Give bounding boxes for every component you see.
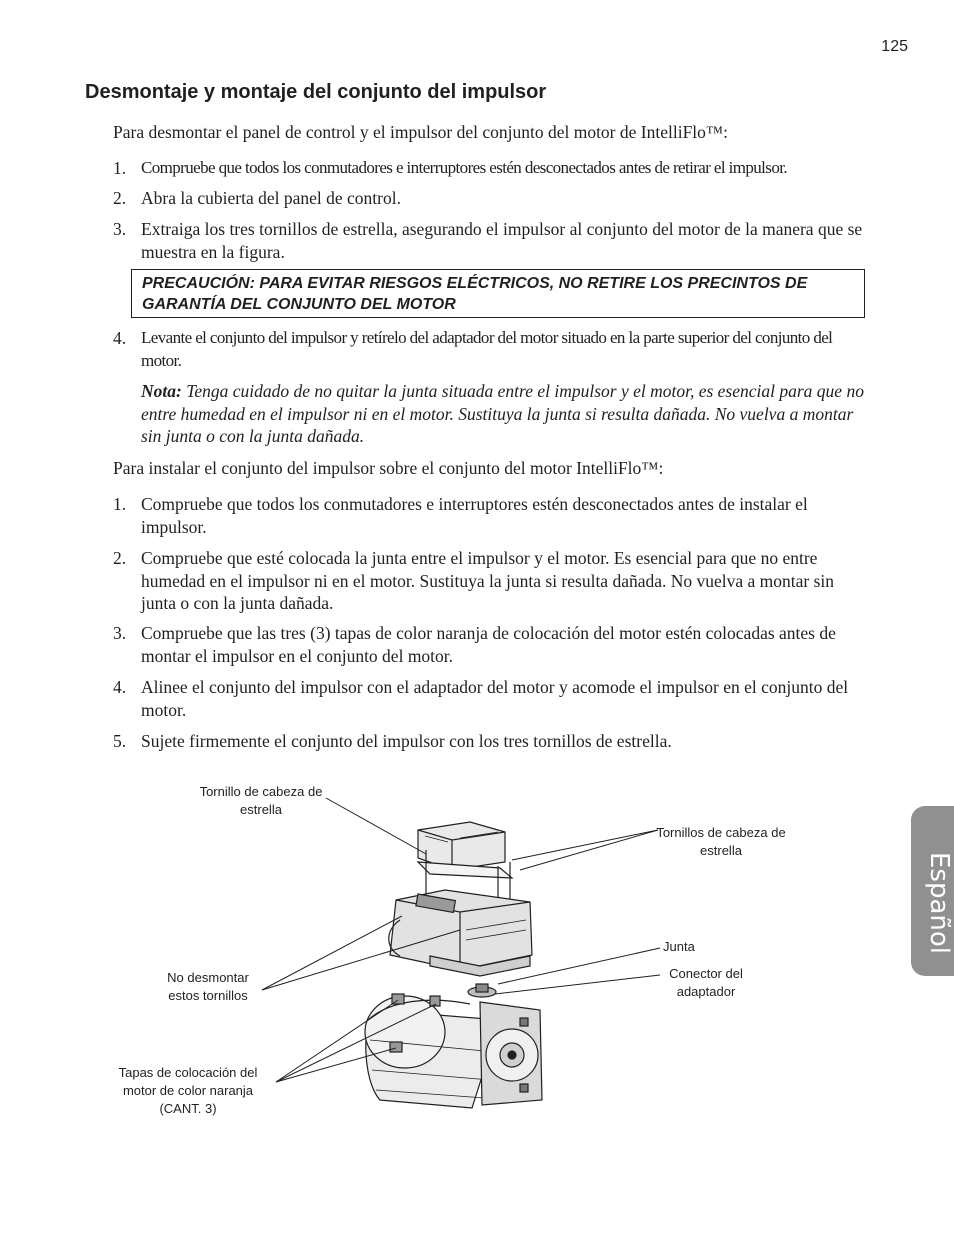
remove-step-1 <box>113 157 873 180</box>
install-step-5 <box>113 730 873 753</box>
step-number: 4. <box>113 677 127 697</box>
remove-step-2 <box>113 187 873 210</box>
step-number: 4. <box>113 328 127 348</box>
label-adapter: Conector del adaptador <box>669 966 743 999</box>
step-text: Abra la cubierta del panel de control. <box>141 188 401 208</box>
step-text: Compruebe que esté colocada la junta entre el impulsor y el motor. Es esencial para que no entre humedad en el impulsor ni en el motor. Sustituya la junta si resulta dañada. No vuelva a montar sin junta o con la junta dañada. <box>141 548 835 613</box>
label-motor-caps: Tapas de colocación del motor de color naranja (CANT. 3) <box>118 1065 258 1116</box>
label-screws-plural: Tornillos de cabeza de estrella <box>656 825 786 858</box>
step-text: Compruebe que todos los conmutadores e interruptores estén desconectados antes de retirar el impulsor. <box>141 158 787 177</box>
label-gasket: Junta <box>663 939 695 954</box>
note-label: Nota: <box>141 381 182 401</box>
motor-assembly-figure <box>100 770 800 1140</box>
step-number: 1. <box>113 158 127 178</box>
label-do-not-remove: No desmontar estos tornillos <box>167 970 249 1003</box>
section-title: Desmontaje y montaje del conjunto del impulsor <box>85 81 547 103</box>
step-text: Sujete firmemente el conjunto del impulsor con los tres tornillos de estrella. <box>141 731 672 751</box>
step-number: 3. <box>113 219 127 239</box>
step-text: Levante el conjunto del impulsor y retírelo del adaptador del motor situado en la parte superior del conjunto del motor. <box>141 328 833 370</box>
step-text: Compruebe que todos los conmutadores e interruptores estén desconectados antes de instalar el impulsor. <box>141 494 808 537</box>
install-step-1 <box>113 493 873 538</box>
intro-remove: Para desmontar el panel de control y el impulsor del conjunto del motor de IntelliFlo™: <box>113 122 728 142</box>
step-text: Compruebe que las tres (3) tapas de color naranja de colocación del motor estén colocadas antes de montar el impulsor en el conjunto del motor. <box>141 623 836 666</box>
step-number: 1. <box>113 494 127 514</box>
language-tab <box>911 806 954 976</box>
step-number: 2. <box>113 548 127 568</box>
intro-install: Para instalar el conjunto del impulsor sobre el conjunto del motor IntelliFlo™: <box>113 458 664 478</box>
remove-step-4 <box>113 327 873 372</box>
step-number: 3. <box>113 623 127 643</box>
step-number: 5. <box>113 731 127 751</box>
step-number: 2. <box>113 188 127 208</box>
caution-box: PRECAUCIÓN: PARA EVITAR RIESGOS ELÉCTRICOS, NO RETIRE LOS PRECINTOS DE GARANTÍA DEL CONJUNTO DEL MOTOR <box>131 269 865 318</box>
page-number: 125 <box>881 38 908 55</box>
install-step-2 <box>113 547 873 615</box>
remove-step-3 <box>113 218 873 263</box>
note <box>141 380 871 448</box>
step-text: Extraiga los tres tornillos de estrella, asegurando el impulsor al conjunto del motor de la manera que se muestra en la figura. <box>141 219 863 262</box>
install-step-4 <box>113 676 873 721</box>
label-screw-single: Tornillo de cabeza de estrella <box>199 784 323 817</box>
language-tab-label: Español <box>924 852 954 955</box>
note-text: Tenga cuidado de no quitar la junta situada entre el impulsor y el motor, es esencial para que no entre humedad en el impulsor ni en el motor. Sustituya la junta si resulta dañada. No vuelva a montar sin junta o con la junta dañada. <box>141 381 864 446</box>
step-text: Alinee el conjunto del impulsor con el adaptador del motor y acomode el impulsor en el conjunto del motor. <box>141 677 849 720</box>
install-step-3 <box>113 622 873 667</box>
